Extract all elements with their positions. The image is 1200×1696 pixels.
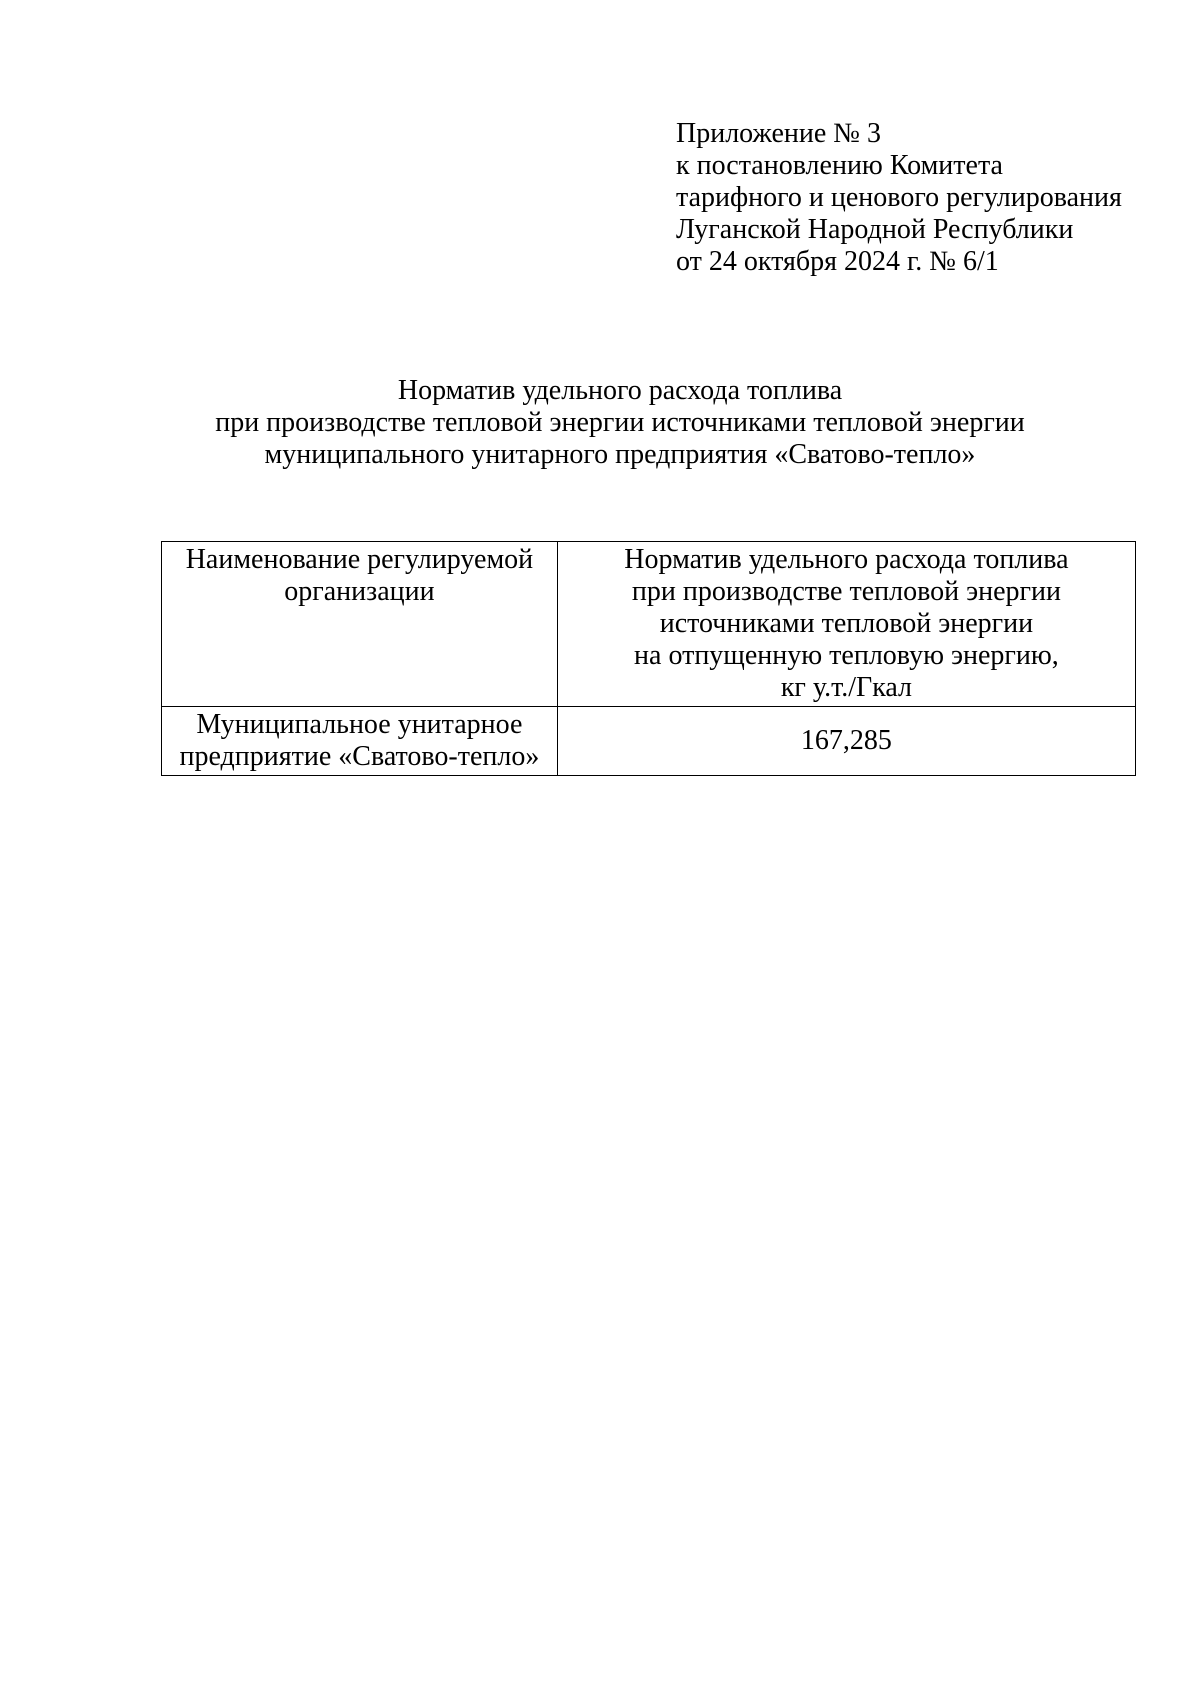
appendix-line: Луганской Народной Республики [676,214,1074,245]
organization-cell [162,707,558,776]
header-organization-line: организации [284,576,435,607]
document-title [0,375,1200,471]
header-norm-line: на отпущенную тепловую энергию, [634,640,1059,671]
appendix-block [676,118,1122,278]
header-norm-line: источниками тепловой энергии [659,608,1034,639]
norm-table [161,541,1136,776]
appendix-line: от 24 октября 2024 г. № 6/1 [676,246,999,277]
appendix-line: Приложение № 3 [676,118,881,149]
header-organization-line: Наименование регулируемой [185,544,534,575]
header-norm-line: кг у.т./Гкал [780,672,913,703]
table-header-row [162,542,1136,707]
table-row [162,707,1136,776]
header-norm-line: при производстве тепловой энергии [631,576,1061,607]
appendix-line: к постановлению Комитета [676,150,1003,181]
header-norm [557,542,1135,707]
norm-value: 167,285 [800,725,892,756]
title-line: Норматив удельного расхода топлива [397,375,843,406]
appendix-line: тарифного и ценового регулирования [676,182,1122,213]
title-line: при производстве тепловой энергии источниками тепловой энергии [215,407,1025,438]
title-line: муниципального унитарного предприятия «Сватово-тепло» [264,439,976,470]
header-norm-line: Норматив удельного расхода топлива [624,544,1069,575]
organization-line: Муниципальное унитарное [196,709,523,740]
norm-value-cell [557,707,1135,776]
header-organization [162,542,558,707]
organization-line: предприятие «Сватово-тепло» [179,741,540,772]
